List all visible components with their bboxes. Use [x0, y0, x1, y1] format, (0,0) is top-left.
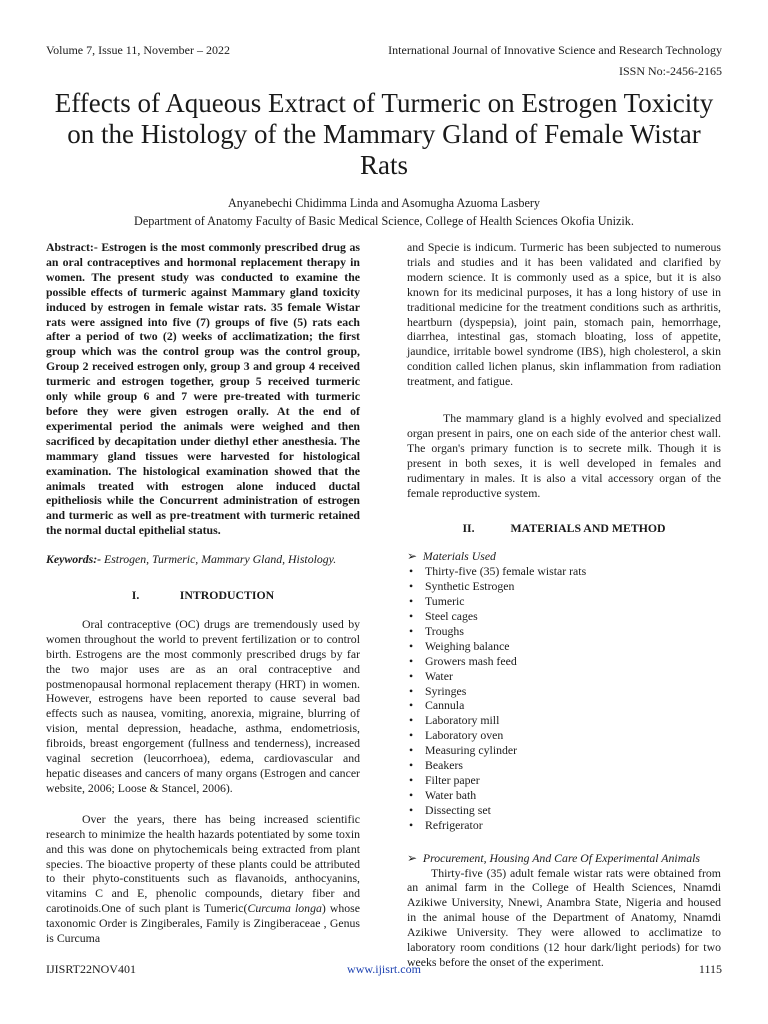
materials-list-item: • Water bath — [407, 788, 721, 803]
materials-list — [407, 564, 721, 832]
materials-list-item: • Thirty-five (35) female wistar rats — [407, 564, 721, 579]
materials-list-item: • Cannula — [407, 698, 721, 713]
section-number: II. — [462, 520, 475, 535]
materials-list-item: • Dissecting set — [407, 803, 721, 818]
keywords-label: Keywords:- — [46, 552, 102, 567]
materials-list-item: • Laboratory mill — [407, 713, 721, 728]
section-number: I. — [131, 588, 140, 603]
materials-list-item: • Weighing balance — [407, 639, 721, 654]
materials-list-item: • Refrigerator — [407, 818, 721, 833]
issn: ISSN No:-2456-2165 — [618, 64, 722, 78]
authors: Anyanebechi Chidimma Linda and Asomugha Azuoma Lasbery — [227, 196, 541, 210]
affiliation: Department of Anatomy Faculty of Basic Medical Science, College of Health Sciences Okofia Unizik. — [134, 214, 634, 228]
section-title: INTRODUCTION — [179, 588, 275, 603]
materials-list-item: • Tumeric — [407, 594, 721, 609]
article-id: IJISRT22NOV401 — [46, 962, 136, 976]
materials-list-item: • Laboratory oven — [407, 728, 721, 743]
mammary-paragraph: The mammary gland is a highly evolved and specialized organ present in pairs, one on each side of the anterior chest wall. The organ's primary function is to secrete milk. Though it is present in both sexes, it is well developed in females and rudimentary in males. It is also a vital accessory organ of the female reproductive system. — [407, 411, 721, 500]
right-column — [407, 240, 721, 970]
intro-p2-species: Curcuma longa — [247, 901, 322, 916]
materials-list-item: • Water — [407, 669, 721, 684]
procurement-subheading-text: Procurement, Housing And Care Of Experimental Animals — [422, 850, 700, 865]
keywords-text: Estrogen, Turmeric, Mammary Gland, Histology. — [101, 552, 337, 567]
journal-website-link[interactable]: www.ijisrt.com — [347, 962, 421, 976]
keywords — [46, 552, 360, 567]
materials-list-item: • Troughs — [407, 624, 721, 639]
left-column — [46, 240, 360, 946]
intro-paragraph-1: Oral contraceptive (OC) drugs are tremendously used by women throughout the world to prevent fertilization or to control birth. Estrogens are the most commonly prescribed drugs by far the two major uses are as an oral contraceptive and postmenopausal hormonal replacement therapy (HRT) in women. However, estrogens have been reported to cause several bad effects such as nausea, vomiting, anorexia, migraine, blurring of vision, mental depression, headache, asthma, endometriosis, fibroids, breast engorgement (fullness and tenderness), increased vaginal secretion (leucorrhoea), edema, cardiovascular and hepatic diseases and cancers of many organs (Estrogen and cancer website, 2006; Loose & Stancel, 2006). — [46, 616, 360, 795]
paper-title: Effects of Aqueous Extract of Turmeric on Estrogen Toxicity on the Histology of the Mammary Gland of Female Wistar Rats — [54, 88, 714, 180]
materials-list-item: • Syringes — [407, 684, 721, 699]
procurement-subheading — [407, 851, 721, 866]
intro-p2-start: Over the years, there has being increased scientific research to minimize the health hazards potentiated by some toxin and this was done on phytochemicals being extracted from plant species. The bioactive property of these plants could be attributed to their phyto-constituents such as flavanoids, anthocyanins, vitamins C and E, phenolic compounds, dietary fiber and carotinoids.One of such plant is Tumeric( — [46, 811, 360, 916]
materials-list-item: • Filter paper — [407, 773, 721, 788]
section-heading-introduction — [46, 588, 360, 603]
section-title: MATERIALS AND METHOD — [510, 520, 666, 535]
page-number: 1115 — [698, 962, 722, 976]
materials-list-item: • Measuring cylinder — [407, 743, 721, 758]
materials-list-item: • Growers mash feed — [407, 654, 721, 669]
intro-paragraph-2 — [46, 812, 360, 946]
intro-p2-end: ) whose taxonomic Order is Zingiberales, Family is Zingiberaceae , Genus is Curcuma — [46, 901, 361, 946]
materials-subheading — [407, 549, 721, 564]
arrow-bullet-icon: ➢ — [407, 549, 417, 564]
journal-name: International Journal of Innovative Science and Research Technology — [388, 43, 722, 57]
procurement-paragraph: Thirty-five (35) adult female wistar rats were obtained from an animal farm in the College of Health Sciences, Nnamdi Azikiwe University, Nnewi, Anambra State, Nigeria and housed in the animal house of the Department of Anatomy, Nnamdi Azikiwe University. They were allowed to acclimatize to laboratory room conditions (12 hour dark/light periods) for two weeks before the onset of the experiment. — [407, 865, 721, 969]
materials-list-item: • Steel cages — [407, 609, 721, 624]
materials-subheading-text: Materials Used — [422, 549, 496, 564]
arrow-bullet-icon: ➢ — [407, 850, 417, 865]
intro-paragraph-continued: and Specie is indicum. Turmeric has been subjected to numerous trials and studies and it has been validated and clarified by modern science. It is commonly used as a spice, but it is also known for its medicinal purposes, it has a long history of use in traditional medicine for the treatment conditions such as arthritis, heartburn (dyspepsia), joint pain, stomach pain, hemorrhage, diarrhea, intestinal gas, stomach bloating, loss of appetite, jaundice, irritable bowel syndrome (IBS), high cholesterol, a skin condition called lichen planus, skin inflammation from radiation treatment, and fatigue. — [407, 240, 721, 389]
section-heading-methods — [407, 521, 721, 536]
materials-list-item: • Beakers — [407, 758, 721, 773]
materials-list-item: • Synthetic Estrogen — [407, 579, 721, 594]
journal-volume: Volume 7, Issue 11, November – 2022 — [46, 43, 230, 57]
abstract: Abstract:- Estrogen is the most commonly prescribed drug as an oral contraceptives and hormonal replacement therapy in women. The present study was conducted to examine the possible effects of turmeric against Mammary gland toxicity induced by estrogen in female wistar rats. 35 female Wistar rats were assigned into five (7) groups of five (5) rats each after a period of two (2) weeks of acclimatization; the first group which was the control group was the control group, Group 2 received estrogen only, group 3 and group 4 received turmeric and estrogen together, group 5 received turmeric only while group 6 and 7 were pre-treated with turmeric before they were given estrogen orally. At the end of experimental period the animals were weighed and then sacrificed by decapitation under diethyl ether anesthesia. The mammary gland tissues were harvested for histological examination. The histological examination showed that the animals treated with estrogen alone induced ductal epitheliosis while the Concurrent administration of estrogen and turmeric as well as pre-treatment with turmeric retained the normal ductal epithelial status. — [46, 240, 360, 538]
